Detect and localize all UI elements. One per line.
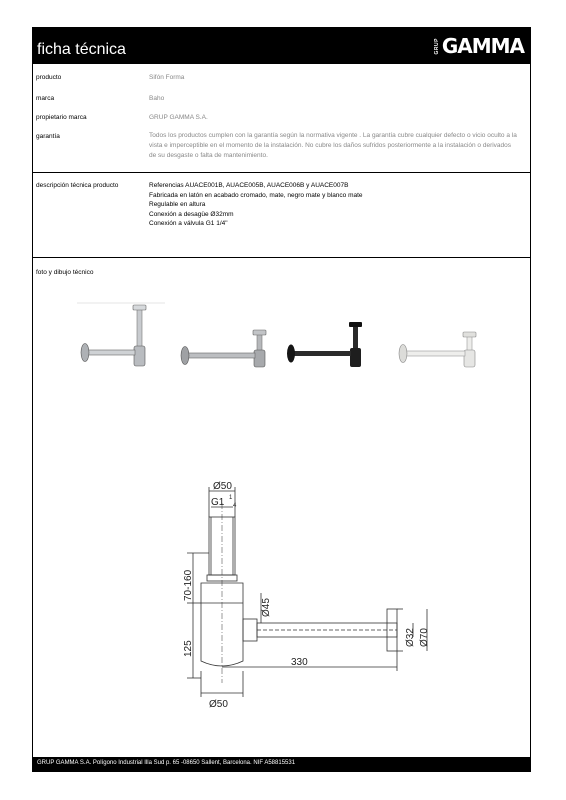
field-value-garantia <box>149 131 527 161</box>
dim-330: 330 <box>291 657 308 668</box>
photo-siphon-black <box>287 322 362 367</box>
brand-logo <box>434 34 524 58</box>
garantia-line: Todos los productos cumplen con la garantía según la normativa vigente . La garantía cubre cualquier defecto o vicio oculto a la <box>149 132 517 139</box>
product-photos <box>73 298 493 368</box>
garantia-line: de su desgaste o falta de mantenimiento. <box>149 152 268 159</box>
field-label-producto: producto <box>36 74 62 81</box>
dim-70-160: 70-160 <box>183 569 194 601</box>
spec-sheet <box>32 27 531 772</box>
page-title: ficha técnica <box>37 41 126 58</box>
dim-d32: Ø32 <box>405 628 416 647</box>
descripcion-value <box>149 181 527 229</box>
dim-thread-den: 4 <box>233 503 237 509</box>
footer-bar <box>33 757 530 771</box>
field-value-propietario: GRUP GAMMA S.A. <box>149 114 208 121</box>
field-label-propietario: propietario marca <box>36 114 87 121</box>
header-bar <box>33 28 530 64</box>
photo-siphon-white <box>399 332 476 367</box>
dim-d45: Ø45 <box>261 598 272 617</box>
field-label-garantia: garantía <box>36 133 60 140</box>
descripcion-line: Regulable en altura <box>149 201 206 208</box>
field-label-marca: marca <box>36 95 55 102</box>
descripcion-line: Conexión a válvula G1 1/4" <box>149 220 228 227</box>
logo-grup-text: GRUP <box>433 37 440 55</box>
dim-d50-bottom: Ø50 <box>209 699 228 710</box>
photo-siphon-chrome <box>81 305 146 366</box>
dim-125: 125 <box>183 640 194 657</box>
descripcion-label: descripción técnica producto <box>36 182 119 189</box>
foto-label: foto y dibujo técnico <box>36 269 94 276</box>
divider <box>33 257 530 258</box>
technical-drawing <box>151 481 430 718</box>
footer-text: GRUP GAMMA S.A. Polígono Industrial Illa Sud p. 65 -08650 Sallent, Barcelona. NIF A58815531 <box>37 760 296 766</box>
descripcion-line: Fabricada en latón en acabado cromado, mate, negro mate y blanco mate <box>149 191 363 199</box>
divider <box>33 172 530 173</box>
logo-gamma-text: GAMMA <box>441 34 524 58</box>
dim-thread: G1 <box>211 497 225 508</box>
dim-d70: Ø70 <box>419 628 430 647</box>
descripcion-line: Referencias AUACE001B, AUACE005B, AUACE006B y AUACE007B <box>149 182 349 189</box>
field-value-producto: Sifón Forma <box>149 74 185 81</box>
field-value-marca: Baho <box>149 95 165 102</box>
descripcion-line: Conexión a desagüe Ø32mm <box>149 210 234 218</box>
garantia-line: vista e imperceptible en el momento de la instalación. No cubre los daños sufridos posteriormente a la instalación o derivados <box>149 142 512 149</box>
dim-thread-num: 1 <box>229 495 233 501</box>
dim-d50-top: Ø50 <box>213 481 232 492</box>
photo-siphon-matte <box>181 330 266 367</box>
